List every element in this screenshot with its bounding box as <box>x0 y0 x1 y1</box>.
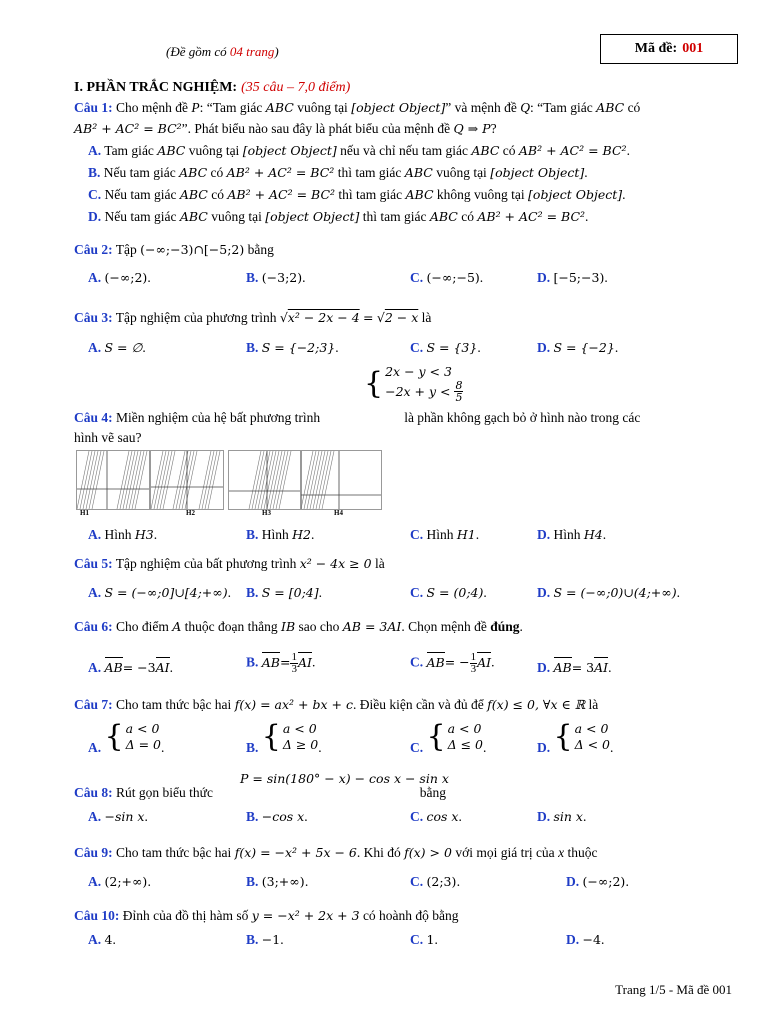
exam-code: 001 <box>682 41 704 56</box>
figure-h4 <box>300 450 382 510</box>
q2-option-c[interactable]: C. (−∞;−5). <box>410 270 484 285</box>
q9-option-d[interactable]: D. (−∞;2). <box>566 874 630 889</box>
q2-option-b[interactable]: B. (−3;2). <box>246 270 306 285</box>
q6-option-b[interactable]: B. AB= $\frac{1}{3}$ AI. <box>246 651 316 675</box>
q9-option-b[interactable]: B. (3;+∞). <box>246 874 309 889</box>
question-9: Câu 9: Cho tam thức bậc hai f(x) = −x² + 5x − 6. Khi đó f(x) > 0 với mọi giá trị của x thuộc <box>74 845 598 860</box>
q1-option-a[interactable]: A. Tam giác ABC vuông tại [object Object] nếu và chỉ nếu tam giác ABC có AB² + AC² = BC². <box>88 143 630 158</box>
question-8: Câu 8: Rút gọn biểu thức bằng <box>74 785 446 800</box>
q5-option-a[interactable]: A. S = (−∞;0]∪[4;+∞). <box>88 585 231 600</box>
q1-option-b[interactable]: B. Nếu tam giác ABC có AB² + AC² = BC² thì tam giác ABC vuông tại [object Object]. <box>88 165 588 180</box>
q7-option-b[interactable]: B. { a < 0 Δ ≥ 0 . <box>246 719 322 755</box>
page-count-note: (Đề gồm có 04 trang) <box>166 44 279 59</box>
question-10: Câu 10: Đỉnh của đồ thị hàm số y = −x² + 2x + 3 có hoành độ bằng <box>74 908 459 923</box>
q4-option-c[interactable]: C. Hình H1. <box>410 527 480 542</box>
figure-h2 <box>150 450 224 510</box>
q4-option-a[interactable]: A. Hình H3. <box>88 527 158 542</box>
figure-h3 <box>228 450 302 510</box>
q1-option-d[interactable]: D. Nếu tam giác ABC vuông tại [object Object] thì tam giác ABC có AB² + AC² = BC². <box>88 209 589 224</box>
q10-option-d[interactable]: D. −4. <box>566 932 605 947</box>
q8-expression: P = sin(180° − x) − cos x − sin x <box>240 771 449 786</box>
q3-option-b[interactable]: B. S = {−2;3}. <box>246 340 339 355</box>
q4-inequality-system: { 2x − y < 3 −2x + y < $\frac{8}{5}$ <box>364 364 463 404</box>
figure-label-h3: H3 <box>262 509 271 517</box>
question-4: Câu 4: Miền nghiệm của hệ bất phương trình là phần không gạch bỏ ở hình nào trong các <box>74 410 641 425</box>
question-6: Câu 6: Cho điểm A thuộc đoạn thẳng IB sao cho AB = 3AI. Chọn mệnh đề đúng. <box>74 619 523 634</box>
q8-option-d[interactable]: D. sin x. <box>537 809 587 824</box>
question-2: Câu 2: Tập (−∞;−3)∩[−5;2) bằng <box>74 242 274 257</box>
q8-option-b[interactable]: B. −cos x. <box>246 809 308 824</box>
q2-option-d[interactable]: D. [−5;−3). <box>537 270 608 285</box>
question-4-line2: hình vẽ sau? <box>74 430 142 445</box>
q9-option-a[interactable]: A. (2;+∞). <box>88 874 152 889</box>
q3-option-a[interactable]: A. S = ∅. <box>88 340 146 355</box>
q6-option-a[interactable]: A. AB= −3AI. <box>88 660 173 675</box>
q5-option-b[interactable]: B. S = [0;4]. <box>246 585 322 600</box>
question-3: Câu 3: Tập nghiệm của phương trình √x² − 2x − 4 = √2 − x là <box>74 310 432 325</box>
q2-option-a[interactable]: A. (−∞;2). <box>88 270 151 285</box>
q1-option-c[interactable]: C. Nếu tam giác ABC có AB² + AC² = BC² thì tam giác ABC không vuông tại [object Object]. <box>88 187 626 202</box>
q8-option-c[interactable]: C. cos x. <box>410 809 462 824</box>
q6-option-c[interactable]: C. AB= − $\frac{1}{3}$ AI. <box>410 651 495 675</box>
section-title: I. PHẦN TRẮC NGHIỆM: (35 câu – 7,0 điểm) <box>74 80 351 95</box>
q8-option-a[interactable]: A. −sin x. <box>88 809 148 824</box>
figure-h1 <box>76 450 150 510</box>
q7-option-a[interactable]: A. { a < 0 Δ = 0 . <box>88 719 165 755</box>
q5-option-c[interactable]: C. S = (0;4). <box>410 585 487 600</box>
page-footer: Trang 1/5 - Mã đề 001 <box>615 982 732 997</box>
q3-option-d[interactable]: D. S = {−2}. <box>537 340 619 355</box>
q7-option-d[interactable]: D. { a < 0 Δ < 0 . <box>537 719 614 755</box>
question-5: Câu 5: Tập nghiệm của bất phương trình x² − 4x ≥ 0 là <box>74 556 385 571</box>
figure-label-h2: H2 <box>186 509 195 517</box>
q10-option-a[interactable]: A. 4. <box>88 932 116 947</box>
q10-option-c[interactable]: C. 1. <box>410 932 438 947</box>
q5-option-d[interactable]: D. S = (−∞;0)∪(4;+∞). <box>537 585 680 600</box>
q4-option-d[interactable]: D. Hình H4. <box>537 527 607 542</box>
q10-option-b[interactable]: B. −1. <box>246 932 284 947</box>
q4-option-b[interactable]: B. Hình H2. <box>246 527 315 542</box>
question-7: Câu 7: Cho tam thức bậc hai f(x) = ax² + bx + c. Điều kiện cần và đủ để f(x) ≤ 0, ∀x ∈ ℝ là <box>74 697 599 712</box>
q9-option-c[interactable]: C. (2;3). <box>410 874 461 889</box>
figure-label-h4: H4 <box>334 509 343 517</box>
q7-option-c[interactable]: C. { a < 0 Δ ≤ 0 . <box>410 719 487 755</box>
exam-code-box: Mã đề: 001 <box>600 34 738 64</box>
question-1-line2: AB² + AC² = BC²”. Phát biểu nào sau đây là phát biểu của mệnh đề Q ⇒ P? <box>74 121 497 136</box>
question-1: Câu 1: Cho mệnh đề P: “Tam giác ABC vuông tại [object Object]” và mệnh đề Q: “Tam giác ABC có <box>74 100 641 115</box>
figure-label-h1: H1 <box>80 509 89 517</box>
q3-option-c[interactable]: C. S = {3}. <box>410 340 481 355</box>
q6-option-d[interactable]: D. AB= 3AI. <box>537 660 612 675</box>
